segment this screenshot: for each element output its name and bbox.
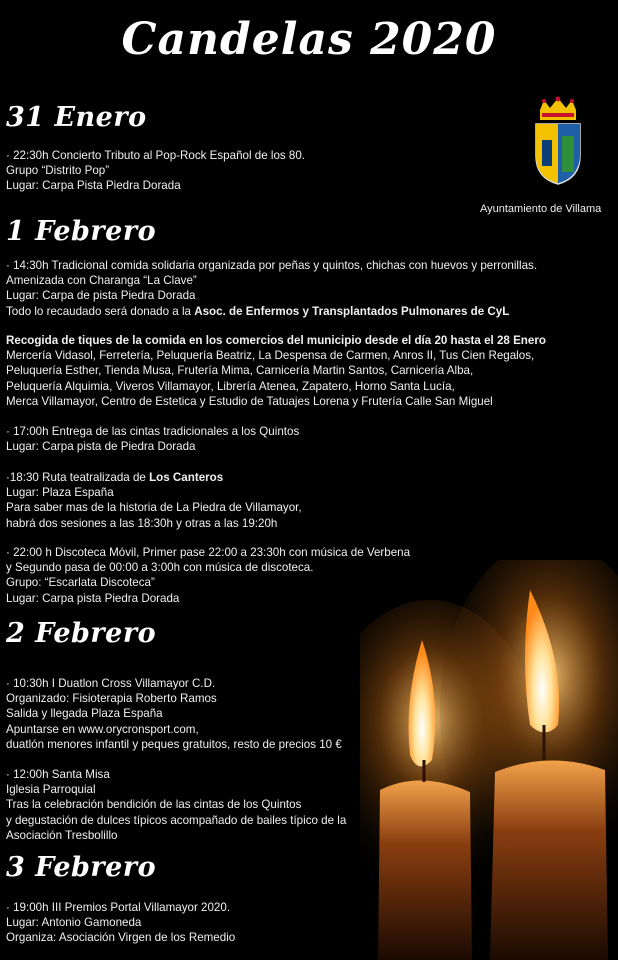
event-2-misa bbox=[6, 767, 346, 843]
event-line: Organiza: Asociación Virgen de los Remedio bbox=[6, 931, 236, 945]
event-1-ruta bbox=[6, 470, 302, 531]
event-line: Organizado: Fisioterapia Roberto Ramos bbox=[6, 692, 217, 706]
poster-title: Candelas 2020 bbox=[121, 14, 497, 65]
event-line: · 14:30h Tradicional comida solidaria organizada por peñas y quintos, chichas con huevos y perronillas. bbox=[6, 259, 538, 272]
event-1-cintas bbox=[6, 424, 299, 454]
shops-line: Mercería Vidasol, Ferretería, Peluquería Beatriz, La Despensa de Carmen, Anros II, Tus Cien Regalos, bbox=[6, 349, 535, 363]
event-line: Grupo: “Escarlata Discoteca” bbox=[6, 576, 155, 590]
event-line: y Segundo pasa de 00:00 a 3:00h con música de discoteca. bbox=[6, 561, 314, 575]
event-2-duatlon bbox=[6, 676, 342, 752]
event-line: · 19:00h III Premios Portal Villamayor 2020. bbox=[6, 901, 231, 914]
event-line: · 12:00h Santa Misa bbox=[6, 768, 110, 781]
shops-line: Peluquería Esther, Tienda Musa, Frutería Mima, Carnicería Martin Santos, Carnicería Alba, bbox=[6, 364, 474, 378]
event-line: Asociación Tresbolillo bbox=[6, 828, 118, 842]
day-heading-31-enero: 31 Enero bbox=[6, 102, 147, 133]
event-line: y degustación de dulces típicos acompañado de bailes típico de la bbox=[6, 813, 347, 827]
group-name: Los Canteros bbox=[149, 471, 224, 484]
event-line: Para saber mas de la historia de La Piedra de Villamayor, bbox=[6, 501, 302, 515]
event-line bbox=[6, 470, 302, 485]
event-line: Lugar: Plaza España bbox=[6, 486, 114, 500]
event-line: Apuntarse en www.orycronsport.com, bbox=[6, 722, 199, 736]
day-heading-2-febrero: 2 Febrero bbox=[6, 618, 157, 649]
event-31-concierto bbox=[6, 148, 305, 194]
event-line: Lugar: Antonio Gamoneda bbox=[6, 916, 142, 930]
event-line: Lugar: Carpa de pista Piedra Dorada bbox=[6, 289, 196, 303]
crest-caption: Ayuntamiento de Villama bbox=[480, 203, 602, 215]
event-text: Todo lo recaudado será donado a la bbox=[6, 304, 195, 318]
shops-line: Merca Villamayor, Centro de Estetica y Estudio de Tatuajes Lorena y Frutería Calle San Miguel bbox=[6, 394, 493, 408]
event-line: Iglesia Parroquial bbox=[6, 783, 96, 797]
event-line: duatlón menores infantil y peques gratuitos, resto de precios 10 € bbox=[6, 737, 342, 751]
shops-line: Peluquería Alquimia, Viveros Villamayor, Librería Atenea, Zapatero, Horno Santa Lucía, bbox=[6, 379, 455, 393]
event-line bbox=[6, 304, 537, 319]
event-1-comida bbox=[6, 258, 537, 319]
event-line: · 10:30h I Duatlon Cross Villamayor C.D. bbox=[6, 677, 216, 690]
event-line: Lugar: Carpa Pista Piedra Dorada bbox=[6, 179, 181, 193]
event-line: Tras la celebración bendición de las cintas de los Quintos bbox=[6, 798, 302, 812]
event-line: Salida y llegada Plaza España bbox=[6, 707, 163, 721]
event-line: habrá dos sesiones a las 18:30h y otras a las 19:20h bbox=[6, 516, 278, 530]
event-line: Amenizada con Charanga “La Clave” bbox=[6, 274, 197, 288]
day-heading-3-febrero: 3 Febrero bbox=[6, 852, 157, 883]
event-3-premios bbox=[6, 900, 235, 946]
event-1-discoteca bbox=[6, 545, 410, 606]
event-line: Lugar: Carpa pista Piedra Dorada bbox=[6, 591, 180, 605]
tickets-heading: Recogida de tiques de la comida en los comercios del municipio desde el día 20 hasta el 28 Enero bbox=[6, 334, 546, 347]
event-line: Lugar: Carpa pista de Piedra Dorada bbox=[6, 440, 196, 454]
day-heading-1-febrero: 1 Febrero bbox=[6, 216, 157, 247]
candles-image bbox=[360, 560, 618, 960]
event-text: ·18:30 Ruta teatralizada de bbox=[6, 471, 150, 484]
event-line: Grupo “Distrito Pop” bbox=[6, 164, 110, 178]
event-line: · 17:00h Entrega de las cintas tradicionales a los Quintos bbox=[6, 425, 300, 438]
event-line: · 22:30h Concierto Tributo al Pop-Rock Español de los 80. bbox=[6, 149, 306, 162]
event-line: · 22:00 h Discoteca Móvil, Primer pase 22:00 a 23:30h con música de Verbena bbox=[6, 546, 411, 559]
tickets-info bbox=[6, 333, 546, 409]
association-name: Asoc. de Enfermos y Transplantados Pulmonares de CyL bbox=[194, 304, 510, 318]
municipal-crest-icon bbox=[528, 96, 588, 186]
